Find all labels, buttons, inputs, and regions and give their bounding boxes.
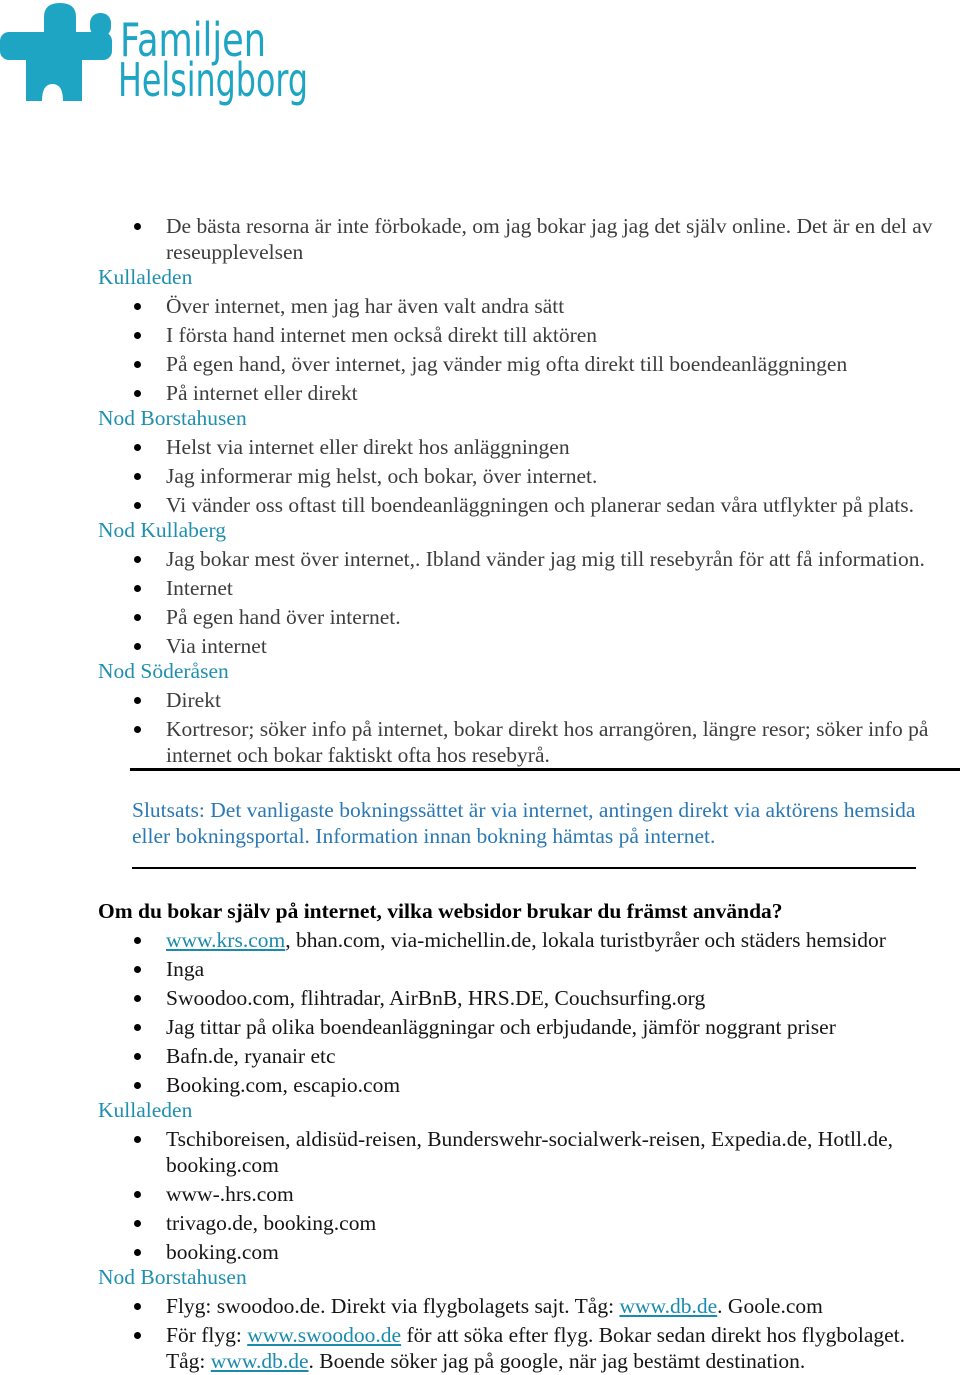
list-item-text — [166, 1348, 960, 1374]
list-item-rest: , bhan.com, via-michellin.de, lokala turistbyråer och städers hemsidor — [285, 928, 886, 952]
bullet-icon — [134, 697, 141, 704]
list-item-text: trivago.de, booking.com — [166, 1211, 377, 1235]
answers-section-booking-method — [0, 210, 960, 768]
logo — [0, 0, 320, 120]
list-item — [0, 1210, 960, 1236]
list-item-text: internet och bokar faktiskt ofta hos resebyrå. — [166, 743, 550, 767]
conclusion-paragraph — [132, 797, 952, 849]
logo-graphic — [0, 0, 320, 120]
list-item — [0, 351, 960, 377]
list-item-text: www-.hrs.com — [166, 1182, 294, 1206]
list-item — [0, 1043, 960, 1069]
list-item-text: Direkt — [166, 688, 221, 712]
bullet-icon — [134, 473, 141, 480]
list-item-text: Bafn.de, ryanair etc — [166, 1044, 336, 1068]
list-item — [0, 463, 960, 489]
list-item-text: På egen hand, över internet, jag vänder mig ofta direkt till boendeanläggningen — [166, 352, 848, 376]
section-heading-borstahusen: Nod Borstahusen — [98, 406, 247, 430]
conclusion-text: eller bokningsportal. Information innan bokning hämtas på internet. — [132, 824, 716, 848]
list-item — [0, 1239, 960, 1265]
answers-section-websites — [0, 899, 960, 1374]
list-item — [0, 575, 960, 601]
list-item-text-before: Flyg: swoodoo.de. Direkt via flygbolagets sajt. Tåg: — [166, 1294, 620, 1318]
list-item-text: I första hand internet men också direkt till aktören — [166, 323, 598, 347]
bullet-icon — [134, 1332, 141, 1339]
list-item — [0, 1126, 960, 1178]
bullet-icon — [134, 1220, 141, 1227]
section-heading-kullaberg: Nod Kullaberg — [98, 518, 226, 542]
link-db[interactable]: www.db.de — [619, 1294, 718, 1318]
list-item — [0, 322, 960, 348]
logo-wordmark-line1: Familjen — [120, 13, 266, 67]
list-item — [0, 1293, 960, 1319]
list-item-text: booking.com — [166, 1240, 279, 1264]
list-item-text: Tschiboreisen, aldisüd-reisen, Bunderswehr-socialwerk-reisen, Expedia.de, Hotll.de, — [166, 1127, 894, 1151]
bullet-icon — [134, 502, 141, 509]
list-item-text: reseupplevelsen — [166, 240, 304, 264]
list-item — [0, 380, 960, 406]
list-item-text-before: Tåg: — [166, 1349, 211, 1373]
list-item-text: Via internet — [166, 634, 267, 658]
horizontal-rule — [130, 768, 960, 771]
list-item-text: Internet — [166, 576, 233, 600]
list-item — [0, 492, 960, 518]
bullet-icon — [134, 1053, 141, 1060]
list-item — [0, 546, 960, 572]
link-swoodoo[interactable]: www.swoodoo.de — [247, 1323, 402, 1347]
bullet-icon — [134, 585, 141, 592]
bullet-icon — [134, 223, 141, 230]
section-heading-kullaleden: Kullaleden — [98, 265, 193, 289]
bullet-icon — [134, 303, 141, 310]
list-item-text: På egen hand över internet. — [166, 605, 401, 629]
question-heading: Om du bokar själv på internet, vilka websidor brukar du främst använda? — [98, 899, 783, 923]
familjen-helsingborg-logo-icon — [0, 3, 112, 101]
bullet-icon — [134, 361, 141, 368]
list-item-text: På internet eller direkt — [166, 381, 358, 405]
list-item — [0, 716, 960, 768]
bullet-icon — [134, 390, 141, 397]
list-item — [0, 1014, 960, 1040]
bullet-icon — [134, 643, 141, 650]
list-item-text: Jag tittar på olika boendeanläggningar och erbjudande, jämför noggrant priser — [166, 1015, 836, 1039]
list-item — [0, 293, 960, 319]
list-item-text-after: för att söka efter flyg. Bokar sedan direkt hos flygbolaget. — [401, 1323, 906, 1347]
bullet-icon — [134, 1082, 141, 1089]
list-item-text — [166, 1322, 960, 1348]
list-item — [0, 213, 960, 265]
horizontal-rule — [132, 867, 916, 869]
bullet-icon — [134, 726, 141, 733]
list-item — [0, 985, 960, 1011]
list-item-text: Swoodoo.com, flihtradar, AirBnB, HRS.DE, Couchsurfing.org — [166, 986, 706, 1010]
list-item — [0, 1181, 960, 1207]
list-item-text: Helst via internet eller direkt hos anläggningen — [166, 435, 570, 459]
list-item-text: Inga — [166, 957, 205, 981]
section-heading-soderasen: Nod Söderåsen — [98, 659, 229, 683]
link-krs[interactable]: www.krs.com — [166, 928, 286, 952]
list-item-text: Booking.com, escapio.com — [166, 1073, 401, 1097]
bullet-icon — [134, 1249, 141, 1256]
list-item-text: Kortresor; söker info på internet, bokar direkt hos arrangören, längre resor; söker info på — [166, 717, 929, 741]
list-item-text: booking.com — [166, 1153, 279, 1177]
bullet-icon — [134, 1303, 141, 1310]
list-item-text — [166, 927, 960, 953]
list-item-text: Över internet, men jag har även valt andra sätt — [166, 294, 565, 318]
list-item-text: De bästa resorna är inte förbokade, om jag bokar jag jag det själv online. Det är en del av — [166, 214, 933, 238]
section-heading-kullaleden: Kullaleden — [98, 1098, 193, 1122]
list-item-text-before: För flyg: — [166, 1323, 248, 1347]
list-item — [0, 927, 960, 953]
list-item — [0, 1072, 960, 1098]
conclusion-text: Slutsats: Det vanligaste bokningssättet är via internet, antingen direkt via aktörens hemsida — [132, 798, 916, 822]
list-item-text-after: . Boende söker jag på google, när jag bestämt destination. — [308, 1349, 806, 1373]
bullet-icon — [134, 966, 141, 973]
bullet-icon — [134, 614, 141, 621]
list-item-text: Jag bokar mest över internet,. Ibland vänder jag mig till resebyrån för att få information. — [166, 547, 925, 571]
list-item-text-after: . Goole.com — [717, 1294, 823, 1318]
bullet-icon — [134, 1024, 141, 1031]
list-item-text: Vi vänder oss oftast till boendeanläggningen och planerar sedan våra utflykter på plats. — [166, 493, 914, 517]
bullet-icon — [134, 332, 141, 339]
list-item — [0, 434, 960, 460]
bullet-icon — [134, 1191, 141, 1198]
list-item — [0, 633, 960, 659]
list-item — [0, 604, 960, 630]
list-item — [0, 687, 960, 713]
bullet-icon — [134, 995, 141, 1002]
list-item-text — [166, 1293, 960, 1319]
link-db[interactable]: www.db.de — [210, 1349, 309, 1373]
bullet-icon — [134, 937, 141, 944]
section-heading-borstahusen: Nod Borstahusen — [98, 1265, 247, 1289]
list-item — [0, 1322, 960, 1374]
logo-wordmark-line2: Helsingborg — [118, 53, 308, 107]
list-item-text: Jag informerar mig helst, och bokar, över internet. — [166, 464, 598, 488]
bullet-icon — [134, 1136, 141, 1143]
bullet-icon — [134, 556, 141, 563]
bullet-icon — [134, 444, 141, 451]
list-item — [0, 956, 960, 982]
